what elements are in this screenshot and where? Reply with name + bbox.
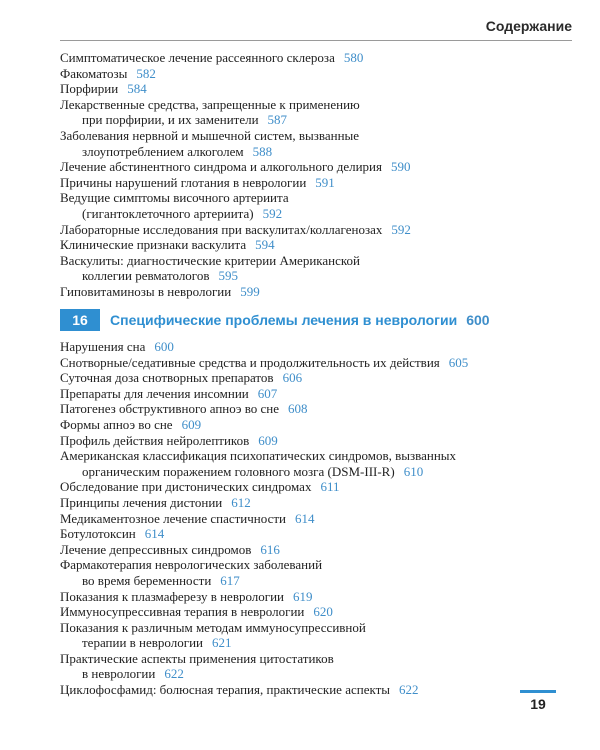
toc-entry[interactable] bbox=[60, 237, 580, 253]
toc-entry-text: Препараты для лечения инсомнии bbox=[60, 385, 249, 401]
toc-entry-line bbox=[60, 682, 580, 698]
toc-entry-page: 608 bbox=[288, 401, 308, 417]
toc-entry-page: 616 bbox=[260, 541, 280, 557]
toc-entry[interactable] bbox=[60, 433, 580, 449]
toc-entry-page: 614 bbox=[144, 526, 165, 542]
toc-entry[interactable] bbox=[60, 97, 580, 128]
toc-entry-text: Лабораторные исследования при васкулитах/коллагенозах bbox=[60, 221, 383, 237]
toc-entry-line bbox=[60, 284, 580, 300]
toc-entry[interactable] bbox=[60, 479, 580, 495]
toc-entry[interactable] bbox=[60, 651, 580, 682]
chapter-title-link[interactable] bbox=[110, 309, 490, 331]
toc-entry-text: Васкулиты: диагностические критерии Американской bbox=[60, 252, 361, 268]
toc-entry-line bbox=[60, 526, 580, 542]
footer-accent-bar bbox=[520, 690, 556, 693]
toc-entry-text: Профиль действия нейролептиков bbox=[60, 432, 250, 448]
toc-entry-text: Порфирии bbox=[60, 81, 119, 97]
toc-entry-line bbox=[60, 81, 580, 97]
toc-entry[interactable] bbox=[60, 511, 580, 527]
toc-entry[interactable] bbox=[60, 526, 580, 542]
toc-entry-text: Медикаментозное лечение спастичности bbox=[60, 510, 286, 526]
toc-entry-page: 609 bbox=[258, 432, 278, 448]
toc-entry-line bbox=[60, 206, 580, 222]
toc-entry-page: 622 bbox=[164, 666, 184, 682]
toc-entry[interactable] bbox=[60, 175, 580, 191]
toc-entry-line bbox=[60, 666, 580, 682]
toc-entry-page: 612 bbox=[231, 494, 251, 510]
toc-entry[interactable] bbox=[60, 557, 580, 588]
toc-entry-line bbox=[60, 511, 580, 527]
toc-list-before bbox=[60, 50, 580, 300]
toc-entry-page: 622 bbox=[399, 682, 419, 698]
toc-entry-line bbox=[60, 339, 580, 355]
toc-entry-text: Снотворные/седативные средства и продолжительность их действия bbox=[60, 354, 440, 370]
toc-entry-page: 606 bbox=[282, 370, 303, 386]
toc-entry[interactable] bbox=[60, 417, 580, 433]
toc-entry[interactable] bbox=[60, 682, 580, 698]
toc-entry-text: Показания к плазмаферезу в неврологии bbox=[60, 588, 285, 604]
toc-entry-text: в неврологии bbox=[82, 666, 156, 682]
toc-entry[interactable] bbox=[60, 284, 580, 300]
toc-entry-line bbox=[60, 370, 580, 386]
toc-entry-page: 609 bbox=[181, 416, 202, 432]
toc-entry-line bbox=[60, 144, 580, 160]
toc-entry-text: Обследование при дистонических синдромах bbox=[60, 479, 312, 495]
toc-entry-page: 610 bbox=[403, 463, 424, 479]
toc-entry[interactable] bbox=[60, 370, 580, 386]
toc-entry-line bbox=[60, 401, 580, 417]
chapter-page: 600 bbox=[466, 312, 490, 328]
toc-entry-text: терапии в неврологии bbox=[82, 635, 203, 651]
toc-entry[interactable] bbox=[60, 589, 580, 605]
toc-entry-line bbox=[60, 128, 580, 144]
toc-entry-text: Показания к различным методам иммуносупрессивной bbox=[60, 619, 366, 635]
toc-entry-line bbox=[60, 479, 580, 495]
toc-entry-text: Факоматозы bbox=[60, 65, 128, 81]
toc-entry-page: 591 bbox=[315, 174, 335, 190]
toc-entry-text: Клинические признаки васкулита bbox=[60, 237, 247, 253]
toc-entry-page: 594 bbox=[255, 237, 275, 253]
toc-entry[interactable] bbox=[60, 620, 580, 651]
toc-entry-text: Причины нарушений глотания в неврологии bbox=[60, 174, 307, 190]
toc-entry-text: Симптоматическое лечение рассеянного склероза bbox=[60, 50, 335, 65]
toc-entry-line bbox=[60, 355, 580, 371]
toc-entry[interactable] bbox=[60, 495, 580, 511]
toc-entry-line bbox=[60, 589, 580, 605]
toc-entry[interactable] bbox=[60, 81, 580, 97]
toc-entry-line bbox=[60, 635, 580, 651]
toc-entry-page: 587 bbox=[267, 112, 288, 128]
toc-entry-line bbox=[60, 448, 580, 464]
toc-entry-line bbox=[60, 175, 580, 191]
toc-entry-text: Циклофосфамид: болюсная терапия, практические аспекты bbox=[60, 682, 391, 698]
toc-entry-page: 592 bbox=[262, 205, 283, 221]
toc-entry-text: Гиповитаминозы в неврологии bbox=[60, 283, 232, 299]
toc-entry-text: коллегии ревматологов bbox=[82, 268, 210, 284]
toc-entry-line bbox=[60, 557, 580, 573]
toc-entry-line bbox=[60, 573, 580, 589]
toc-entry-page: 592 bbox=[391, 221, 411, 237]
toc-entry[interactable] bbox=[60, 66, 580, 82]
toc-entry-text: во время беременности bbox=[82, 572, 212, 588]
toc-entry-line bbox=[60, 190, 580, 206]
toc-entry-page: 580 bbox=[343, 50, 364, 65]
toc-entry-page: 617 bbox=[220, 572, 240, 588]
toc-entry[interactable] bbox=[60, 253, 580, 284]
toc-entry-page: 607 bbox=[257, 385, 278, 401]
toc-entry-text: Патогенез обструктивного апноэ во сне bbox=[60, 401, 280, 417]
toc-entry-page: 600 bbox=[154, 339, 174, 354]
toc-entry-page: 599 bbox=[240, 283, 260, 299]
toc-entry[interactable] bbox=[60, 159, 580, 175]
toc-entry-page: 605 bbox=[448, 354, 469, 370]
toc-entry-line bbox=[60, 417, 580, 433]
toc-entry-text: Принципы лечения дистонии bbox=[60, 494, 223, 510]
page-number: 19 bbox=[530, 696, 546, 712]
toc-entry-line bbox=[60, 651, 580, 667]
toc-entry-text: Лечение депрессивных синдромов bbox=[60, 541, 252, 557]
toc-entry-text: Ведущие симптомы височного артериита bbox=[60, 190, 289, 206]
toc-entry-page: 584 bbox=[127, 81, 147, 97]
chapter-title: Специфические проблемы лечения в неврологии bbox=[110, 312, 458, 328]
toc-entry-text: Суточная доза снотворных препаратов bbox=[60, 370, 274, 386]
toc-entry-text: Формы апноэ во сне bbox=[60, 416, 173, 432]
toc-entry-text: Заболевания нервной и мышечной систем, вызванные bbox=[60, 127, 360, 143]
toc-entry[interactable] bbox=[60, 401, 580, 417]
toc-entry-line bbox=[60, 464, 580, 480]
toc-entry[interactable] bbox=[60, 448, 580, 479]
toc-entry[interactable] bbox=[60, 542, 580, 558]
toc-entry-page: 621 bbox=[212, 635, 232, 651]
toc-entry-page: 595 bbox=[218, 268, 238, 284]
toc-entry-line bbox=[60, 542, 580, 558]
toc-entry[interactable] bbox=[60, 355, 580, 371]
toc-entry-text: злоупотреблением алкоголем bbox=[82, 143, 244, 159]
toc-entry-text: Фармакотерапия неврологических заболеваний bbox=[60, 557, 323, 573]
toc-entry-page: 611 bbox=[320, 479, 340, 495]
toc-entry-line bbox=[60, 237, 580, 253]
toc-entry-text: (гигантоклеточного артериита) bbox=[82, 205, 254, 221]
toc-entry[interactable] bbox=[60, 339, 580, 355]
header-title: Содержание bbox=[485, 18, 572, 34]
toc-entry-line bbox=[60, 495, 580, 511]
toc-entry-line bbox=[60, 604, 580, 620]
toc-entry-text: при порфирии, и их заменители bbox=[82, 112, 259, 128]
toc-entry-line bbox=[60, 112, 580, 128]
chapter-heading bbox=[60, 309, 580, 331]
toc-entry[interactable] bbox=[60, 50, 580, 66]
toc-entry-line bbox=[60, 268, 580, 284]
toc-entry-line bbox=[60, 159, 580, 175]
toc-entry[interactable] bbox=[60, 128, 580, 159]
toc-entry-page: 588 bbox=[252, 143, 273, 159]
toc-entry-text: Американская классификация психопатических синдромов, вызванных bbox=[60, 448, 457, 464]
toc-entry-text: Нарушения сна bbox=[60, 339, 146, 354]
toc-entry-text: Лекарственные средства, запрещенные к применению bbox=[60, 96, 360, 112]
toc-entry-text: органическим поражением головного мозга (DSM-III-R) bbox=[82, 463, 395, 479]
toc-entry[interactable] bbox=[60, 190, 580, 221]
toc-entry-text: Ботулотоксин bbox=[60, 526, 136, 542]
running-header bbox=[60, 18, 572, 41]
toc-entry-line bbox=[60, 50, 580, 66]
toc-entry-text: Лечение абстинентного синдрома и алкогольного делирия bbox=[60, 159, 382, 175]
toc-entry-page: 619 bbox=[293, 588, 313, 604]
toc-entry-line bbox=[60, 386, 580, 402]
toc-entry-line bbox=[60, 253, 580, 269]
toc-entry-page: 620 bbox=[313, 604, 333, 620]
toc-entry-line bbox=[60, 97, 580, 113]
toc-entry[interactable] bbox=[60, 222, 580, 238]
toc-entry[interactable] bbox=[60, 604, 580, 620]
toc-entry[interactable] bbox=[60, 386, 580, 402]
toc-entry-line bbox=[60, 620, 580, 636]
toc-entry-text: Практические аспекты применения цитостатиков bbox=[60, 650, 334, 666]
toc-entry-line bbox=[60, 222, 580, 238]
toc-entry-page: 582 bbox=[136, 65, 156, 81]
toc-entry-page: 590 bbox=[390, 159, 411, 175]
chapter-number: 16 bbox=[60, 309, 100, 331]
toc-entry-page: 614 bbox=[295, 510, 315, 526]
toc-entry-text: Иммуносупрессивная терапия в неврологии bbox=[60, 604, 305, 620]
toc-entry-line bbox=[60, 433, 580, 449]
toc-entry-line bbox=[60, 66, 580, 82]
toc-list-after bbox=[60, 339, 580, 698]
